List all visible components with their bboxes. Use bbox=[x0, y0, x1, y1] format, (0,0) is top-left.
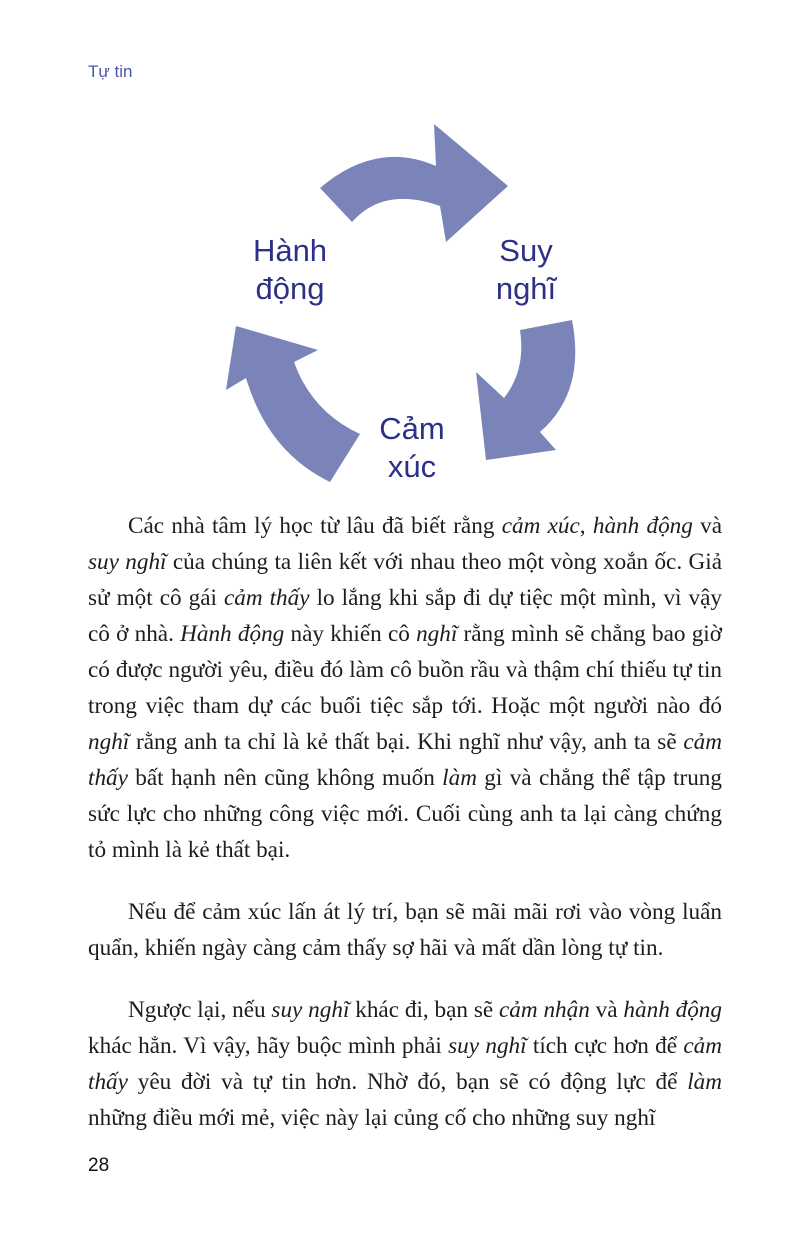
emphasis-text: nghĩ bbox=[416, 621, 458, 647]
running-head-title: Tự tin bbox=[88, 62, 133, 81]
emphasis-text: cảm xúc bbox=[501, 513, 580, 539]
arrow-top bbox=[320, 124, 508, 242]
page-number: 28 bbox=[88, 1155, 110, 1176]
text-run: và bbox=[692, 513, 723, 539]
text-run: rằng anh ta chỉ là kẻ thất bại. Khi nghĩ như vậy, anh ta sẽ bbox=[129, 729, 684, 755]
text-run: khác hẳn. Vì vậy, hãy buộc mình phải bbox=[88, 1033, 449, 1059]
emphasis-text: cảm thấy bbox=[88, 1033, 722, 1095]
diagram-label-line: động bbox=[255, 271, 325, 306]
text-run: yêu đời và tự tin hơn. Nhờ đó, bạn sẽ có động lực để bbox=[127, 1069, 688, 1095]
emphasis-text: nghĩ bbox=[88, 729, 130, 755]
text-run: Nếu để cảm xúc lấn át lý trí, bạn sẽ mãi mãi rơi vào vòng luẩn quẩn, khiến ngày càng cảm thấy sợ hãi và mất dần lòng tự tin. bbox=[88, 899, 722, 961]
emphasis-text: hành động bbox=[623, 997, 722, 1023]
emphasis-text: suy nghĩ bbox=[271, 997, 350, 1023]
paragraph bbox=[88, 992, 722, 1136]
diagram-label-line: Hành bbox=[252, 233, 328, 268]
paragraph bbox=[88, 508, 722, 868]
emphasis-text: làm bbox=[687, 1069, 722, 1095]
text-run: Các nhà tâm lý học từ lâu đã biết rằng bbox=[128, 513, 502, 539]
diagram-label-action bbox=[210, 232, 370, 308]
emphasis-text: cảm nhận bbox=[499, 997, 590, 1023]
text-run: bất hạnh nên cũng không muốn bbox=[127, 765, 443, 791]
emphasis-text: suy nghĩ bbox=[88, 549, 167, 575]
emphasis-text: làm bbox=[442, 765, 477, 791]
diagram-label-thought bbox=[446, 232, 606, 308]
text-run: gì và chẳng thể tập trung sức lực cho những công việc mới. Cuối cùng anh ta lại càng chứng tỏ mình là kẻ thất bại. bbox=[88, 765, 722, 863]
diagram-label-line: nghĩ bbox=[495, 271, 557, 306]
emphasis-text: hành động bbox=[592, 513, 693, 539]
text-run: , bbox=[579, 513, 593, 539]
diagram-label-line: Cảm bbox=[379, 411, 445, 446]
text-run: này khiến cô bbox=[284, 621, 417, 647]
diagram-label-feeling bbox=[332, 410, 492, 486]
emphasis-text: cảm thấy bbox=[88, 729, 722, 791]
text-run: lo lắng khi sắp đi dự tiệc một mình, vì vậy cô ở nhà. bbox=[88, 585, 722, 647]
text-run: tích cực hơn để bbox=[526, 1033, 684, 1059]
text-run: và bbox=[589, 997, 624, 1023]
paragraph bbox=[88, 894, 722, 966]
diagram-label-line: xúc bbox=[387, 449, 437, 484]
emphasis-text: suy nghĩ bbox=[448, 1033, 527, 1059]
text-run: rằng mình sẽ chẳng bao giờ có được người yêu, điều đó làm cô buồn rầu và thậm chí thiếu tự tin trong việc tham dự các buổi tiệc sắp tới. Hoặc một người nào đó bbox=[88, 621, 722, 719]
diagram-label-line: Suy bbox=[499, 233, 553, 268]
text-run: khác đi, bạn sẽ bbox=[349, 997, 499, 1023]
body-text bbox=[88, 508, 722, 1162]
emphasis-text: cảm thấy bbox=[223, 585, 310, 611]
emphasis-text: Hành động bbox=[180, 621, 285, 647]
text-run: Ngược lại, nếu bbox=[128, 997, 272, 1023]
text-run: những điều mới mẻ, việc này lại củng cố cho những suy nghĩ bbox=[88, 1105, 656, 1131]
text-run: của chúng ta liên kết với nhau theo một vòng xoắn ốc. Giả sử một cô gái bbox=[88, 549, 722, 611]
